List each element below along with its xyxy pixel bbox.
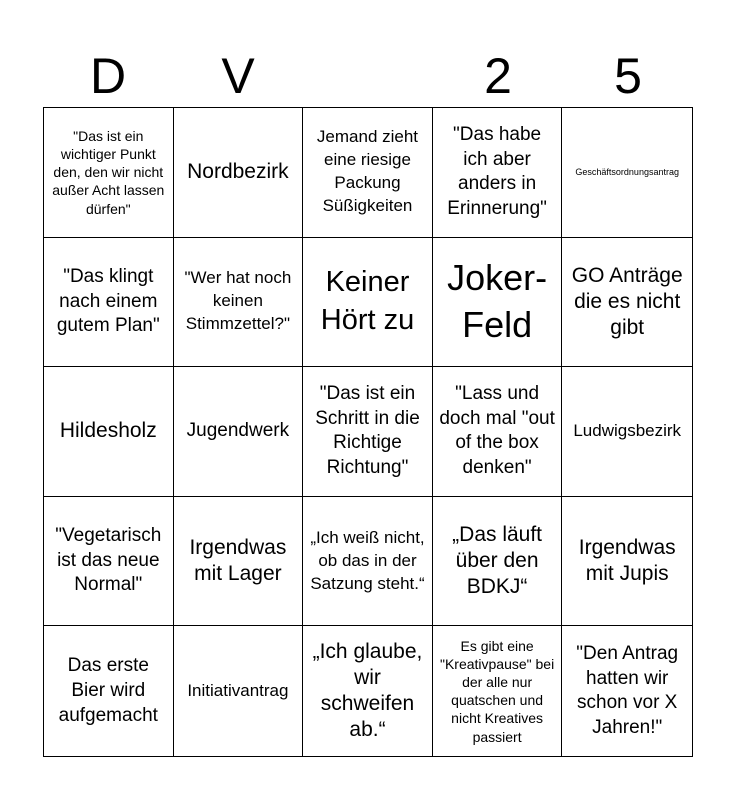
bingo-cell-text: "Das ist ein wichtiger Punkt den, den wir nicht außer Acht lassen dürfen"	[52, 127, 165, 217]
bingo-cell-text: Jugendwerk	[186, 420, 290, 442]
bingo-board	[43, 107, 693, 757]
bingo-cell-r1c4[interactable]	[433, 108, 563, 238]
bingo-cell-text: "Das habe ich aber anders in Erinnerung"	[447, 123, 547, 219]
bingo-cell-r2c3[interactable]	[303, 238, 433, 368]
bingo-cell-r5c3[interactable]	[303, 626, 433, 756]
bingo-cell-text: „Ich weiß nicht, ob das in der Satzung steht.“	[310, 527, 425, 593]
bingo-cell-r5c2[interactable]	[174, 626, 304, 756]
bingo-cell-r3c1[interactable]	[44, 367, 174, 497]
bingo-cell-r3c5[interactable]	[562, 367, 692, 497]
bingo-cell-r4c5[interactable]	[562, 497, 692, 627]
bingo-cell-text: Das erste Bier wird aufgemacht	[58, 655, 158, 726]
bingo-cell-r2c4[interactable]	[433, 238, 563, 368]
bingo-title	[43, 44, 693, 108]
bingo-cell-text: Initiativantrag	[187, 680, 289, 700]
bingo-cell-text: Geschäftsordnungsantrag	[575, 166, 679, 177]
bingo-cell-text: Jemand zieht eine riesige Packung Süßigkeiten	[316, 127, 419, 216]
bingo-cell-text: Irgendwas mit Jupis	[578, 535, 676, 586]
bingo-cell-text: „Das läuft über den BDKJ“	[452, 522, 543, 599]
bingo-cell-r1c1[interactable]	[44, 108, 174, 238]
bingo-cell-text: Hildesholz	[59, 419, 157, 443]
bingo-cell-text: GO Anträge die es nicht gibt	[571, 263, 683, 340]
bingo-cell-r3c3[interactable]	[303, 367, 433, 497]
bingo-cell-r4c4[interactable]	[433, 497, 563, 627]
bingo-cell-r2c5[interactable]	[562, 238, 692, 368]
bingo-cell-text: "Lass und doch mal "out of the box denken"	[439, 383, 555, 479]
bingo-cell-r3c2[interactable]	[174, 367, 304, 497]
bingo-cell-text: Ludwigsbezirk	[573, 421, 682, 441]
bingo-cell-text: "Den Antrag hatten wir schon vor X Jahren!"	[576, 642, 679, 738]
bingo-cell-r4c3[interactable]	[303, 497, 433, 627]
title-letter-4: 2	[484, 48, 512, 104]
bingo-cell-text: „Ich glaube, wir schweifen ab.“	[312, 639, 423, 742]
bingo-cell-r1c3[interactable]	[303, 108, 433, 238]
bingo-cell-r2c1[interactable]	[44, 238, 174, 368]
title-letter-1: D	[89, 48, 127, 104]
bingo-cell-r3c4[interactable]	[433, 367, 563, 497]
bingo-cell-text: "Vegetarisch ist das neue Normal"	[55, 525, 162, 596]
bingo-cell-r5c5[interactable]	[562, 626, 692, 756]
bingo-cell-text: Nordbezirk	[187, 160, 289, 184]
title-letter-3	[303, 44, 433, 108]
bingo-cell-text: "Das klingt nach einem gutem Plan"	[56, 265, 160, 337]
bingo-cell-text: "Wer hat noch keinen Stimmzettel?"	[184, 268, 292, 334]
bingo-cell-r5c1[interactable]	[44, 626, 174, 756]
bingo-cell-text: Keiner Hört zu	[320, 266, 415, 336]
bingo-cell-r1c5[interactable]	[562, 108, 692, 238]
joker-field-text: Joker-Feld	[447, 257, 548, 345]
bingo-cell-text: "Das ist ein Schritt in die Richtige Richtung"	[315, 383, 420, 479]
bingo-cell-text: Irgendwas mit Lager	[189, 535, 287, 586]
bingo-cell-text: Es gibt eine "Kreativpause" bei der alle nur quatschen und nicht Kreatives passiert	[439, 637, 555, 745]
title-letter-5: 5	[614, 48, 642, 104]
bingo-cell-r1c2[interactable]	[174, 108, 304, 238]
bingo-cell-r4c2[interactable]	[174, 497, 304, 627]
bingo-cell-r2c2[interactable]	[174, 238, 304, 368]
bingo-cell-r5c4[interactable]	[433, 626, 563, 756]
title-letter-2: V	[221, 48, 255, 104]
bingo-cell-r4c1[interactable]	[44, 497, 174, 627]
